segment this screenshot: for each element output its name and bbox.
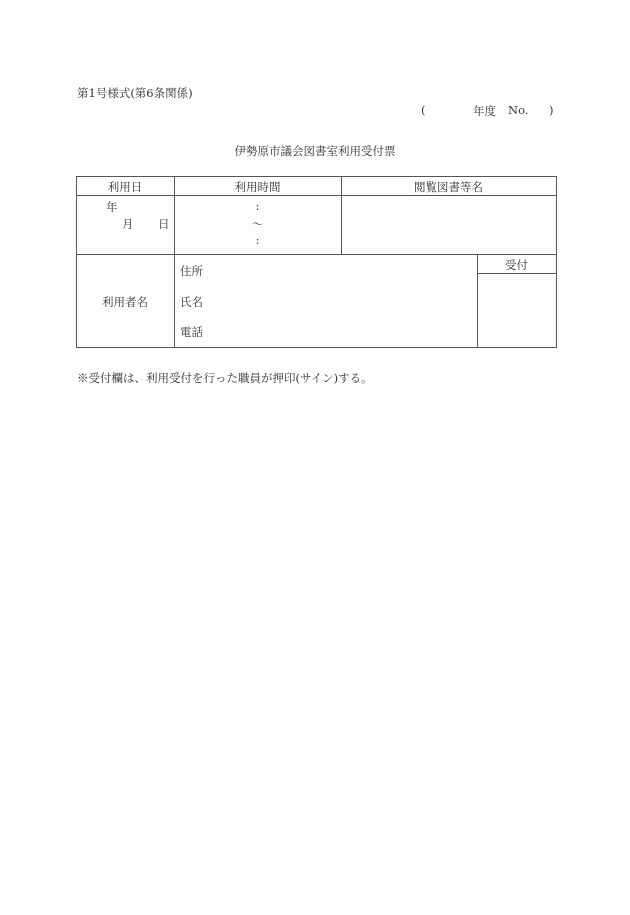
table-border-bottom xyxy=(76,347,557,348)
reception-stamp-cell[interactable] xyxy=(478,274,556,347)
footnote: ※受付欄は、利用受付を行った職員が押印(サイン)する。 xyxy=(77,371,373,385)
year-label: 年度 xyxy=(473,104,496,118)
table-border-right xyxy=(556,176,557,348)
row-divider xyxy=(76,254,557,255)
close-paren: ) xyxy=(549,103,554,117)
start-time-colon: : xyxy=(255,199,260,213)
book-title-cell[interactable] xyxy=(342,196,556,254)
header-usage-time: 利用時間 xyxy=(234,180,281,194)
reception-header: 受付 xyxy=(505,258,528,272)
end-time-colon: : xyxy=(255,233,260,247)
name-label: 氏名 xyxy=(180,295,203,309)
month-label: 月 xyxy=(122,217,134,231)
phone-label: 電話 xyxy=(180,325,203,339)
no-label: No. xyxy=(508,103,529,117)
open-paren: ( xyxy=(421,103,426,117)
page-title: 伊勢原市議会図書室利用受付票 xyxy=(234,144,396,158)
header-usage-date: 利用日 xyxy=(107,180,143,194)
year-label: 年 xyxy=(106,200,118,214)
form-number: 第1号様式(第6条関係) xyxy=(77,86,193,100)
header-book-title: 閲覧図書等名 xyxy=(414,180,483,194)
user-name-label: 利用者名 xyxy=(102,295,148,309)
day-label: 日 xyxy=(158,217,170,231)
table-border-top xyxy=(76,176,557,177)
time-range-tilde: 〜 xyxy=(251,217,264,231)
address-label: 住所 xyxy=(180,264,203,278)
table-border-left xyxy=(76,176,77,348)
